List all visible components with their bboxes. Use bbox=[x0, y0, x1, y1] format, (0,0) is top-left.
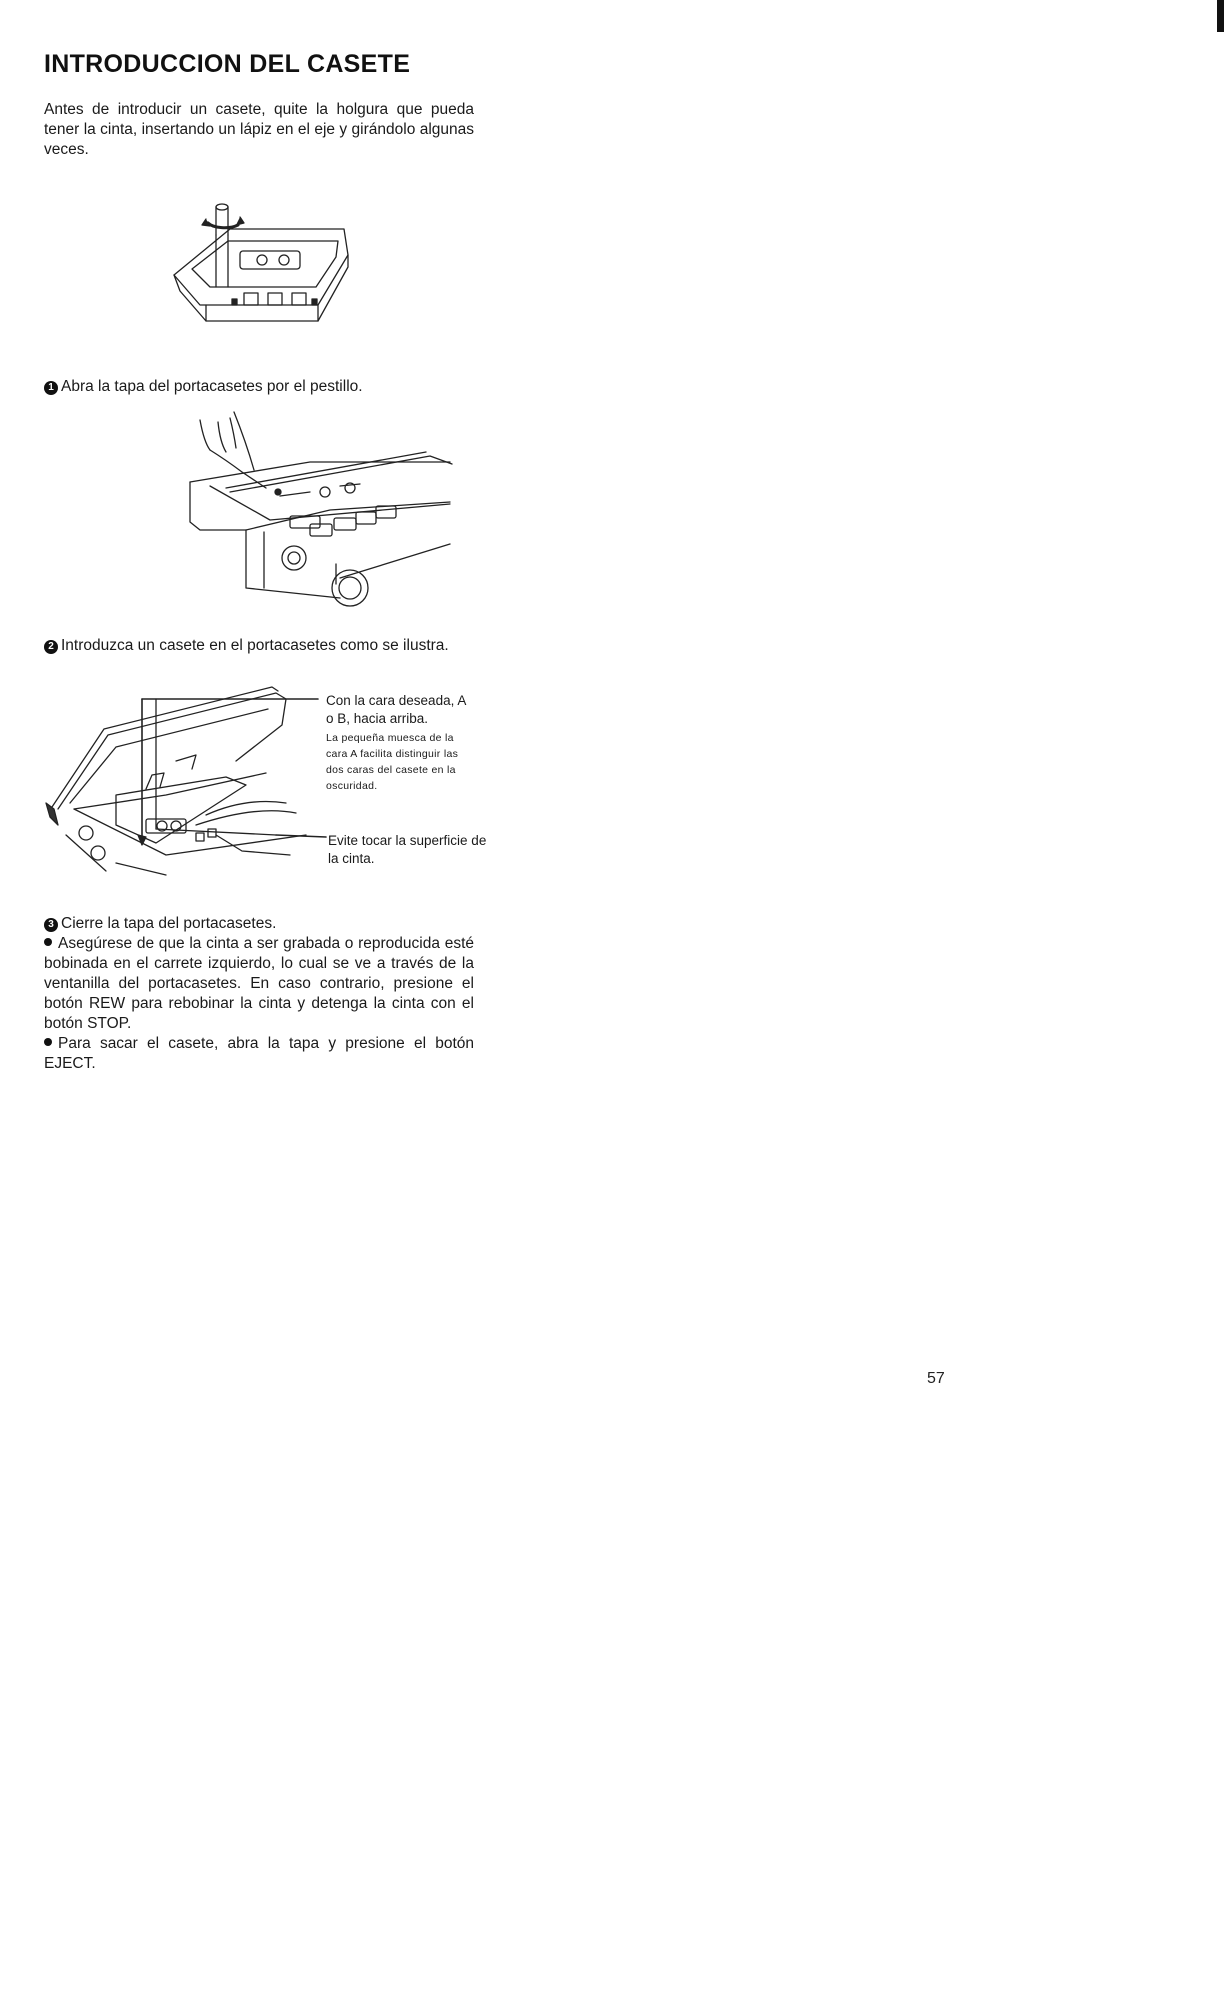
step-1-text: Abra la tapa del portacasetes por el pestillo. bbox=[61, 378, 363, 395]
bullet-dot-icon bbox=[44, 1038, 52, 1046]
page-number: 57 bbox=[927, 1370, 945, 1387]
bullet-text: Para sacar el casete, abra la tapa y presione el botón EJECT. bbox=[44, 1035, 474, 1072]
step-2-text: Introduzca un casete en el portacasetes como se ilustra. bbox=[61, 637, 449, 654]
step-3 bbox=[44, 914, 474, 1074]
page-title: INTRODUCCION DEL CASETE bbox=[44, 50, 411, 78]
callout-side-up: Con la cara deseada, A o B, hacia arriba. bbox=[326, 693, 466, 726]
bullet-dot-icon bbox=[44, 938, 52, 946]
bullet-item bbox=[44, 934, 474, 1034]
insert-cassette-illustration bbox=[46, 685, 326, 875]
page-edge-marker bbox=[1217, 0, 1224, 32]
step-2-number: 2 bbox=[44, 640, 58, 654]
step-3-number: 3 bbox=[44, 918, 58, 932]
step-1 bbox=[44, 377, 474, 397]
callout-no-touch: Evite tocar la superficie de la cinta. bbox=[328, 833, 487, 866]
bullet-text: Asegúrese de que la cinta a ser grabada o reproducida esté bobinada en el carrete izquierdo, lo cual se ve a través de la ventanilla del portacasetes. En caso contrario, presione el botón REW para rebobinar la cinta y detenga la cinta con el botón STOP. bbox=[44, 935, 474, 1032]
step-2 bbox=[44, 636, 474, 656]
step-3-text: Cierre la tapa del portacasetes. bbox=[61, 915, 277, 932]
callout-notch-note: La pequeña muesca de la cara A facilita distinguir las dos caras del casete en la oscuridad. bbox=[326, 732, 459, 792]
intro-paragraph: Antes de introducir un casete, quite la holgura que pueda tener la cinta, insertando un lápiz en el eje y girándolo algunas veces. bbox=[44, 101, 474, 158]
step-1-number: 1 bbox=[44, 381, 58, 395]
cassette-pencil-illustration bbox=[170, 195, 370, 330]
open-lid-illustration bbox=[190, 412, 460, 612]
bullet-item bbox=[44, 1034, 474, 1074]
